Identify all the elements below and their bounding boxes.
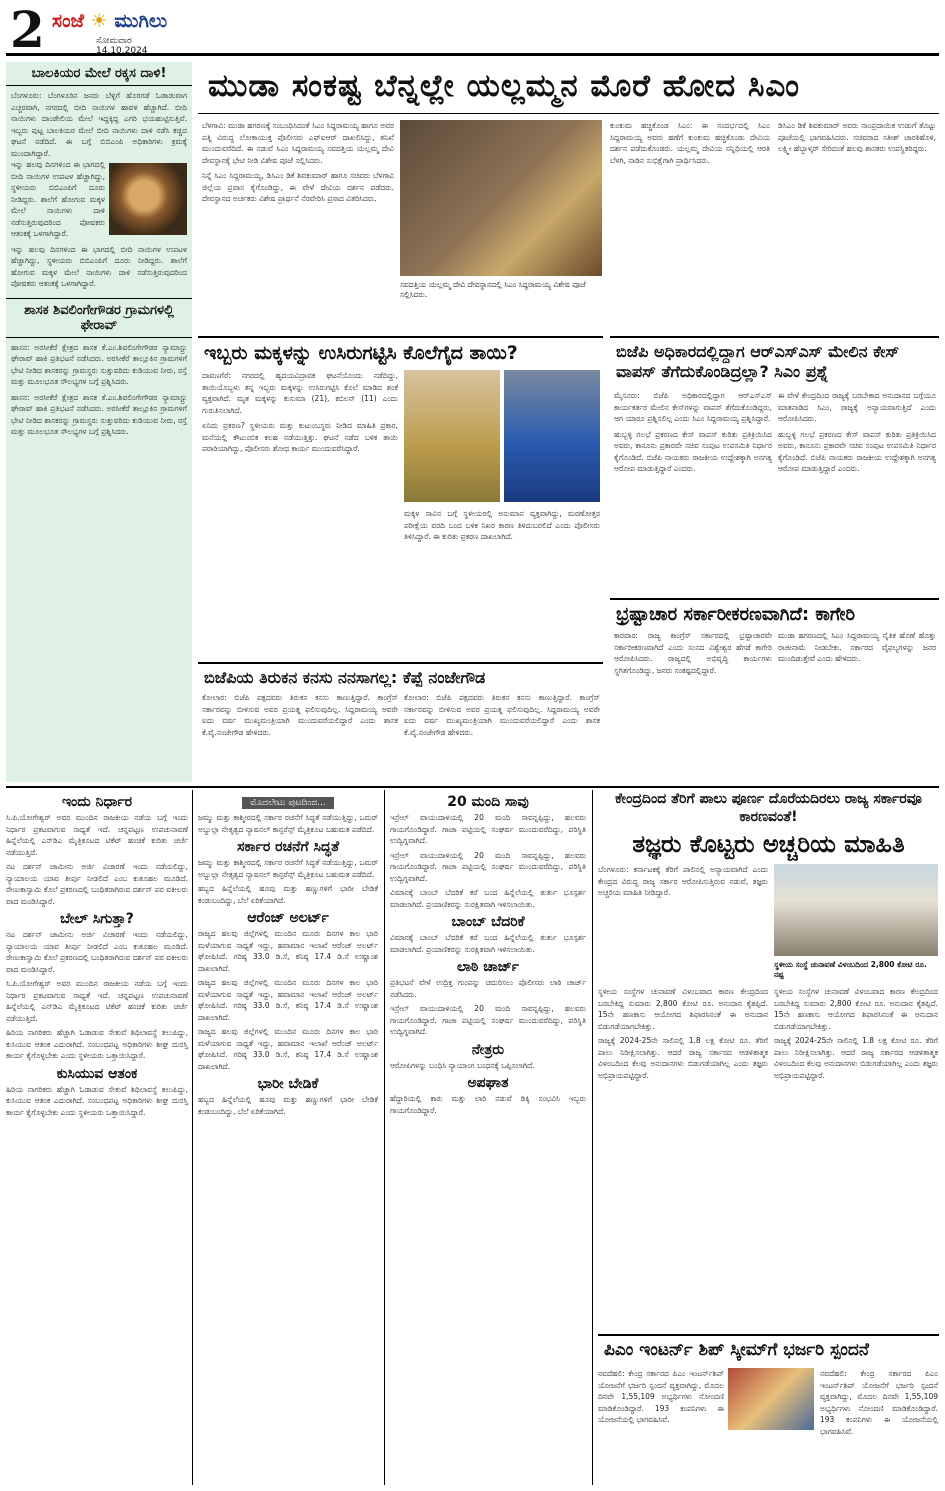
bjp-headline: ಬಿಜೆಪಿಯ ತಿರುಕನ ಕನಸು ನನಸಾಗಲ್ಲ: ಕೆಪ್ಪೆ ನಂಜೇಗೌಡ <box>204 668 486 687</box>
lead-photo-caption: ಸವದತ್ತಿಯ ಯಲ್ಲಮ್ಮ ದೇವಿ ದೇವಸ್ಥಾನದಲ್ಲಿ ಸಿಎಂ ಸಿದ್ದರಾಮಯ್ಯ ವಿಶೇಷ ಪೂಜೆ ಸಲ್ಲಿಸಿದರು. <box>400 280 586 299</box>
section-divider <box>6 786 939 788</box>
internship-text1: ನವದೆಹಲಿ: ಕೇಂದ್ರ ಸರ್ಕಾರದ ಪಿಎಂ ಇಂಟರ್ನ್‌ಶಿಪ್ ಯೋಜನೆಗೆ ಭರ್ಜರಿ ಸ್ಪಂದನೆ ವ್ಯಕ್ತವಾಗಿದ್ದು, ಮೊದಲ ದಿನವೇ 1,55,109 ಅಭ್ಯರ್ಥಿಗಳು ನೋಂದಣಿ ಮಾಡಿಕೊಂಡಿದ್ದಾರೆ. 193 ಕಂಪನಿಗಳು ಈ ಯೋಜನೆಯಲ್ಲಿ ಭಾಗವಹಿಸಿವೆ. <box>598 1369 724 1424</box>
column-rule-1 <box>192 790 193 1485</box>
rss-story <box>610 336 939 596</box>
bjp-text2: ಕೋಲಾರ: ಬಿಜೆಪಿ ಪಕ್ಷದವರು ತಿರುಕನ ಕನಸು ಕಾಣುತ್ತಿದ್ದಾರೆ. ಕಾಂಗ್ರೆಸ್ ಸರ್ಕಾರವನ್ನು ಬೀಳಿಸುವ ಅವರ ಪ್ರಯತ್ನ ಫಲಿಸುವುದಿಲ್ಲ. ಸಿದ್ದರಾಮಯ್ಯ ಅವರೇ ಐದು ವರ್ಷ ಮುಖ್ಯಮಂತ್ರಿಯಾಗಿ ಮುಂದುವರೆಯಲಿದ್ದಾರೆ ಎಂದು ಶಾಸಕ ಕೆ.ವೈ.ನಂಜೇಗೌಡ ಹೇಳಿದರು. <box>404 693 600 737</box>
left-column <box>6 62 192 782</box>
bottom-mid2-text1: ಇಸ್ರೇಲ್ ವಾಯುದಾಳಿಯಲ್ಲಿ 20 ಮಂದಿ ಸಾವನ್ನಪ್ಪಿದ್ದು, ಹಲವರು ಗಾಯಗೊಂಡಿದ್ದಾರೆ. ಗಾಜಾ ಪಟ್ಟಿಯಲ್ಲಿ ಸಂಘರ್ಷ ಮುಂದುವರೆದಿದ್ದು, ಪರಿಸ್ಥಿತಿ ಉದ್ವಿಗ್ನವಾಗಿದೆ. <box>390 813 586 845</box>
bottom-mid2-title5: ಅಪಘಾತ <box>467 1075 509 1091</box>
experts-headline: ತಜ್ಞರು ಕೊಟ್ಟರು ಅಚ್ಚರಿಯ ಮಾಹಿತಿ <box>632 830 905 858</box>
dateline <box>96 36 148 56</box>
dog-photo <box>109 163 187 235</box>
column-rule-3 <box>592 790 593 1485</box>
bottom-mid2-text2: ವಿಮಾನಕ್ಕೆ ಬಾಂಬ್ ಬೆದರಿಕೆ ಕರೆ ಬಂದ ಹಿನ್ನೆಲೆಯಲ್ಲಿ ತುರ್ತು ಭೂಸ್ಪರ್ಶ ಮಾಡಲಾಗಿದೆ. ಪ್ರಯಾಣಿಕರನ್ನು ಸುರಕ್ಷಿತವಾಗಿ ಇಳಿಸಲಾಯಿತು. <box>390 933 586 954</box>
internship-headline: ಪಿಎಂ ಇಂಟರ್ನ್ ಶಿಪ್ ಸ್ಕೀಮ್‌ಗೆ ಭರ್ಜರಿ ಸ್ಪಂದನೆ <box>604 1340 869 1360</box>
children-headline: ಇಬ್ಬರು ಮಕ್ಕಳನ್ನು ಉಸಿರುಗಟ್ಟಿಸಿ ಕೊಲೆಗೈದ ತಾಯಿ? <box>204 342 518 364</box>
bottom-mid2-text1b: ಇಸ್ರೇಲ್ ವಾಯುದಾಳಿಯಲ್ಲಿ 20 ಮಂದಿ ಸಾವನ್ನಪ್ಪಿದ್ದು, ಹಲವರು ಗಾಯಗೊಂಡಿದ್ದಾರೆ. ಗಾಜಾ ಪಟ್ಟಿಯಲ್ಲಿ ಸಂಘರ್ಷ ಮುಂದುವರೆದಿದ್ದು, ಪರಿಸ್ಥಿತಿ ಉದ್ವಿಗ್ನವಾಗಿದೆ. <box>390 850 586 883</box>
bottom-mid2-title2: ಬಾಂಬ್ ಬೆದರಿಕೆ <box>451 914 525 930</box>
bottom-left-text2b: ಸಿ.ಪಿ.ಯೋಗೇಶ್ವರ್ ಅವರ ಮುಂದಿನ ರಾಜಕೀಯ ನಡೆಯ ಬಗ್ಗೆ ಇಂದು ನಿರ್ಧಾರ ಪ್ರಕಟವಾಗುವ ಸಾಧ್ಯತೆ ಇದೆ. ಚನ್ನಪಟ್ಟಣ ಉಪಚುನಾವಣೆ ಹಿನ್ನೆಲೆಯಲ್ಲಿ ಎನ್‌ಡಿಎ ಮೈತ್ರಿಕೂಟದ ಟಿಕೆಟ್ ಹಂಚಿಕೆ ಕುರಿತು ಚರ್ಚೆ ನಡೆಯುತ್ತಿದೆ. <box>6 979 188 1023</box>
experts-text2b: ಸ್ಥಳೀಯ ಸಂಸ್ಥೆಗಳ ಚುನಾವಣೆ ವಿಳಂಬವಾದ ಕಾರಣ ಕೇಂದ್ರದಿಂದ ಬರಬೇಕಿದ್ದ ಸುಮಾರು 2,800 ಕೋಟಿ ರೂ. ಅನುದಾನ ಕೈತಪ್ಪಿದೆ. 15ನೇ ಹಣಕಾಸು ಆಯೋಗದ ಶಿಫಾರಸಿನಂತೆ ಈ ಅನುದಾನ ಬಿಡುಗಡೆಯಾಗಬೇಕಿತ್ತು. <box>774 987 938 1031</box>
newspaper-logo <box>52 10 167 32</box>
bottom-mid2-title1: 20 ಮಂದಿ ಸಾವು <box>447 794 529 810</box>
masthead <box>6 0 939 59</box>
bottom-left-column <box>6 790 188 1118</box>
story1-title: ಬಾಲಕಿಯರ ಮೇಲೆ ರಕ್ಕಸ ದಾಳಿ! <box>6 62 192 86</box>
experts-text2: ಸ್ಥಳೀಯ ಸಂಸ್ಥೆಗಳ ಚುನಾವಣೆ ವಿಳಂಬವಾದ ಕಾರಣ ಕೇಂದ್ರದಿಂದ ಬರಬೇಕಿದ್ದ ಸುಮಾರು 2,800 ಕೋಟಿ ರೂ. ಅನುದಾನ ಕೈತಪ್ಪಿದೆ. 15ನೇ ಹಣಕಾಸು ಆಯೋಗದ ಶಿಫಾರಸಿನಂತೆ ಈ ಅನುದಾನ ಬಿಡುಗಡೆಯಾಗಬೇಕಿತ್ತು. <box>598 987 768 1031</box>
bottom-mid1-text1b: ಹಬ್ಬದ ಹಿನ್ನೆಲೆಯಲ್ಲಿ ಹೂವು ಮತ್ತು ಹಣ್ಣುಗಳಿಗೆ ಭಾರೀ ಬೇಡಿಕೆ ಕಂಡುಬಂದಿದ್ದು, ಬೆಲೆ ಏರಿಕೆಯಾಗಿದೆ. <box>198 884 378 905</box>
experts-text1: ಬೆಂಗಳೂರು: ಕರ್ನಾಟಕಕ್ಕೆ ತೆರಿಗೆ ಪಾಲಿನಲ್ಲಿ ಅನ್ಯಾಯವಾಗಿದೆ ಎಂದು ಕೇಂದ್ರದ ವಿರುದ್ಧ ರಾಜ್ಯ ಸರ್ಕಾರ ಆರೋಪಿಸುತ್ತಿರುವ ನಡುವೆ, ತಜ್ಞರು ಅಚ್ಚರಿಯ ಮಾಹಿತಿ ನೀಡಿದ್ದಾರೆ. <box>598 865 768 897</box>
bottom-mid1-text3: ಹಬ್ಬದ ಹಿನ್ನೆಲೆಯಲ್ಲಿ ಹೂವು ಮತ್ತು ಹಣ್ಣುಗಳಿಗೆ ಭಾರೀ ಬೇಡಿಕೆ ಕಂಡುಬಂದಿದ್ದು, ಬೆಲೆ ಏರಿಕೆಯಾಗಿದೆ. <box>198 1095 378 1116</box>
corruption-text2: ಮುಡಾ ಹಗರಣದಲ್ಲಿ ಸಿಎಂ ಸಿದ್ದರಾಮಯ್ಯ ನೈತಿಕ ಹೊಣೆ ಹೊತ್ತು ರಾಜೀನಾಮೆ ನೀಡಬೇಕು. ಸರ್ಕಾರದ ವೈಫಲ್ಯಗಳನ್ನು ಜನರ ಮುಂದಿಡುತ್ತೇವೆ ಎಂದು ಹೇಳಿದರು. <box>778 631 936 663</box>
lead-text4: ಡಿಸಿಎಂ ಡಿಕೆ ಶಿವಕುಮಾರ್ ಅವರು ಸಾಂಪ್ರದಾಯಿಕ ಉಡುಗೆ ತೊಟ್ಟು ಪೂಜೆಯಲ್ಲಿ ಭಾಗವಹಿಸಿದರು. ಸಚಿವರಾದ ಸತೀಶ್ ಜಾರಕಿಹೊಳಿ, ಲಕ್ಷ್ಮೀ ಹೆಬ್ಬಾಳ್ಕರ್ ಸೇರಿದಂತೆ ಹಲವು ಶಾಸಕರು ಉಪಸ್ಥಿತರಿದ್ದರು. <box>778 121 936 153</box>
logo-part2: ಮುಗಿಲು <box>114 10 168 32</box>
column-rule-2 <box>384 790 385 1485</box>
experts-text3: ರಾಜ್ಯಕ್ಕೆ 2024-25ನೇ ಸಾಲಿನಲ್ಲಿ 1.8 ಲಕ್ಷ ಕೋಟಿ ರೂ. ತೆರಿಗೆ ಪಾಲು ನಿರೀಕ್ಷಿಸಲಾಗಿತ್ತು. ಆದರೆ ರಾಜ್ಯ ಸರ್ಕಾರದ ಆಡಳಿತಾತ್ಮಕ ವಿಳಂಬದಿಂದ ಕೆಲವು ಅನುದಾನಗಳು ಬಿಡುಗಡೆಯಾಗಿಲ್ಲ ಎಂದು ತಜ್ಞರು ಅಭಿಪ್ರಾಯಪಟ್ಟಿದ್ದಾರೆ. <box>598 1036 768 1080</box>
bottom-left-text1: ಸಿ.ಪಿ.ಯೋಗೇಶ್ವರ್ ಅವರ ಮುಂದಿನ ರಾಜಕೀಯ ನಡೆಯ ಬಗ್ಗೆ ಇಂದು ನಿರ್ಧಾರ ಪ್ರಕಟವಾಗುವ ಸಾಧ್ಯತೆ ಇದೆ. ಚನ್ನಪಟ್ಟಣ ಉಪಚುನಾವಣೆ ಹಿನ್ನೆಲೆಯಲ್ಲಿ ಎನ್‌ಡಿಎ ಮೈತ್ರಿಕೂಟದ ಟಿಕೆಟ್ ಹಂಚಿಕೆ ಕುರಿತು ಚರ್ಚೆ ನಡೆಯುತ್ತಿದೆ. <box>6 813 188 857</box>
bottom-mid2-text4: ಆರೋಪಿಗಳನ್ನು ಬಂಧಿಸಿ ನ್ಯಾಯಾಂಗ ಬಂಧನಕ್ಕೆ ಒಪ್ಪಿಸಲಾಗಿದೆ. <box>390 1060 535 1070</box>
bottom-mid1-text2: ರಾಜ್ಯದ ಹಲವು ಜಿಲ್ಲೆಗಳಲ್ಲಿ ಮುಂದಿನ ಮೂರು ದಿನಗಳ ಕಾಲ ಭಾರಿ ಮಳೆಯಾಗುವ ಸಾಧ್ಯತೆ ಇದ್ದು, ಹವಾಮಾನ ಇಲಾಖೆ ಆರೆಂಜ್ ಅಲರ್ಟ್ ಘೋಷಿಸಿದೆ. ಗರಿಷ್ಠ 33.0 ಡಿ.ಸೆ, ಕನಿಷ್ಠ 17.4 ಡಿ.ಸೆ ಉಷ್ಣಾಂಶ ದಾಖಲಾಗಿದೆ. <box>198 929 378 973</box>
bottom-mid1-text2c: ರಾಜ್ಯದ ಹಲವು ಜಿಲ್ಲೆಗಳಲ್ಲಿ ಮುಂದಿನ ಮೂರು ದಿನಗಳ ಕಾಲ ಭಾರಿ ಮಳೆಯಾಗುವ ಸಾಧ್ಯತೆ ಇದ್ದು, ಹವಾಮಾನ ಇಲಾಖೆ ಆರೆಂಜ್ ಅಲರ್ಟ್ ಘೋಷಿಸಿದೆ. ಗರಿಷ್ಠ 33.0 ಡಿ.ಸೆ, ಕನಿಷ್ಠ 17.4 ಡಿ.ಸೆ ಉಷ್ಣಾಂಶ ದಾಖಲಾಗಿದೆ. <box>198 1027 378 1071</box>
story1-text: ಬೆಂಗಳೂರು: ಬೆಂಗಳೂರಿನ ಜನರು ಬೆಳ್ಳಿಗೆ ಹೊರಗಡೆ ಓಡಾಡುವಾಗ ಎಚ್ಚರವಾಗಿ, ನಗರದಲ್ಲಿ ಬೀದಿ ನಾಯಿಗಳ ಹಾವಳಿ ಹೆಚ್ಚಾಗಿದೆ. ಬೀದಿ ನಾಯಿಗಳು ದಾಂಡೇಲಿಯ ಮೇಲೆ ಇದ್ದಕ್ಕಿದ್ದ ಎಗರಿ ಭಯಹುಟ್ಟಿಸುತ್ತಿವೆ. ಇಬ್ಬರು ಪುಟ್ಟ ಬಾಲಕಿಯರ ಮೇಲೆ ಬೀದಿ ನಾಯಿಗಳು ದಾಳಿ ನಡೆಸಿ ಕಚ್ಚಿದ ಘಟನೆ ನಡೆದಿದೆ. ಈ ಬಗ್ಗೆ ಬಿಬಿಎಂಪಿ ಅಧಿಕಾರಿಗಳು ಕ್ರಮಕ್ಕೆ ಮುಂದಾಗಿದ್ದಾರೆ. <box>11 91 187 158</box>
internship-story <box>598 1334 939 1484</box>
children-text3: ಮಕ್ಕಳ ಸಾವಿನ ಬಗ್ಗೆ ಸ್ಥಳೀಯರಲ್ಲಿ ಅನುಮಾನ ವ್ಯಕ್ತವಾಗಿದ್ದು, ಮರಣೋತ್ತರ ಪರೀಕ್ಷೆಯ ವರದಿ ಬಂದ ಬಳಿಕ ನಿಖರ ಕಾರಣ ತಿಳಿದುಬರಲಿದೆ ಎಂದು ಪೊಲೀಸರು ತಿಳಿಸಿದ್ದಾರೆ. ಈ ಕುರಿತು ಪ್ರಕರಣ ದಾಖಲಾಗಿದೆ. <box>404 509 600 541</box>
bottom-mid2-title4: ನೇತ್ರರು <box>471 1041 505 1058</box>
cm-dcm-photo <box>774 864 938 956</box>
children-text1: ದಾವಣಗೆರೆ: ನಗರದಲ್ಲಿ ಹೃದಯವಿದ್ರಾವಕ ಘಟನೆಯೊಂದು ನಡೆದಿದ್ದು, ತಾಯಿಯೊಬ್ಬಳು ತನ್ನ ಇಬ್ಬರು ಮಕ್ಕಳನ್ನು ಉಸಿರುಗಟ್ಟಿಸಿ ಕೊಲೆ ಮಾಡಿದ ಶಂಕೆ ವ್ಯಕ್ತವಾಗಿದೆ. ಮೃತ ಮಕ್ಕಳನ್ನು ಕುಸುಮಾ (21), ಕಬಿಲನ್ (11) ಎಂದು ಗುರುತಿಸಲಾಗಿದೆ. <box>202 371 398 415</box>
rss-headline: ಬಿಜೆಪಿ ಅಧಿಕಾರದಲ್ಲಿದ್ದಾಗ ಆರ್‌ಎಸ್‌ಎಸ್ ಮೇಲಿನ ಕೇಸ್ ವಾಪಸ್ ತೆಗೆದುಕೊಂಡಿದ್ರಲ್ಲಾ? ಸಿಎಂ ಪ್ರಶ್ನೆ <box>616 342 900 381</box>
logo-part1: ಸಂಜೆ <box>52 10 85 32</box>
crowd-photo <box>728 1368 814 1430</box>
rss-text3: ಈ ವೇಳೆ ಕೇಂದ್ರದಿಂದ ರಾಜ್ಯಕ್ಕೆ ಬರಬೇಕಾದ ಅನುದಾನದ ಬಗ್ಗೆಯೂ ಮಾತನಾಡಿದ ಸಿಎಂ, ರಾಜ್ಯಕ್ಕೆ ಅನ್ಯಾಯವಾಗುತ್ತಿದೆ ಎಂದು ಆರೋಪಿಸಿದರು. <box>778 391 936 423</box>
bottom-left-text1b: ನಟ ದರ್ಶನ್ ಜಾಮೀನು ಅರ್ಜಿ ವಿಚಾರಣೆ ಇಂದು ನಡೆಯಲಿದ್ದು, ನ್ಯಾಯಾಲಯ ಯಾವ ತೀರ್ಪು ನೀಡಲಿದೆ ಎಂಬ ಕುತೂಹಲ ಮೂಡಿದೆ. ರೇಣುಕಾಸ್ವಾಮಿ ಕೊಲೆ ಪ್ರಕರಣದಲ್ಲಿ ಬಂಧಿತರಾಗಿರುವ ದರ್ಶನ್ ಪರ ವಕೀಲರು ವಾದ ಮಂಡಿಸಿದ್ದಾರೆ. <box>6 862 188 906</box>
children-text2: ಏನಿದು ಪ್ರಕರಣ? ಸ್ಥಳೀಯರು ಮತ್ತು ಕುಟುಂಬಸ್ಥರು ನೀಡಿದ ಮಾಹಿತಿ ಪ್ರಕಾರ, ಮನೆಯಲ್ಲಿ ಕೌಟುಂಬಿಕ ಕಲಹ ನಡೆಯುತ್ತಿತ್ತು. ಘಟನೆ ನಡೆದ ಬಳಿಕ ತಾಯಿ ಪರಾರಿಯಾಗಿದ್ದು, ಪೊಲೀಸರು ಶೋಧ ಕಾರ್ಯ ಮುಂದುವರೆಸಿದ್ದಾರೆ. <box>202 421 398 453</box>
bottom-left-title3: ಕುಸಿಯುವ ಆತಂಕ <box>56 1065 138 1082</box>
experts-photo-caption: ಸ್ಥಳೀಯ ಸಂಸ್ಥೆ ಚುನಾವಣೆ ವಿಳಂಬದಿಂದ 2,800 ಕೋಟಿ ರೂ. ನಷ್ಟ <box>774 960 927 979</box>
bottom-left-text3: ಹಿರಿಯ ನಾಗರಿಕರು ಹೆಚ್ಚಾಗಿ ಓಡಾಡುವ ಸೇತುವೆ ಶಿಥಿಲಾವಸ್ಥೆ ತಲುಪಿದ್ದು, ಕುಸಿಯುವ ಆತಂಕ ಎದುರಾಗಿದೆ. ಸಂಬಂಧಪಟ್ಟ ಅಧಿಕಾರಿಗಳು ಶೀಘ್ರ ದುರಸ್ತಿ ಕಾರ್ಯ ಕೈಗೊಳ್ಳಬೇಕು ಎಂದು ಸ್ಥಳೀಯರು ಒತ್ತಾಯಿಸಿದ್ದಾರೆ. <box>6 1084 188 1117</box>
corruption-text1: ಕಾರವಾರ: ರಾಜ್ಯ ಕಾಂಗ್ರೆಸ್ ಸರ್ಕಾರದಲ್ಲಿ ಭ್ರಷ್ಟಾಚಾರವೇ ಸರ್ಕಾರೀಕರಣವಾಗಿದೆ ಎಂದು ಸಂಸದ ವಿಶ್ವೇಶ್ವರ ಹೆಗಡೆ ಕಾಗೇರಿ ಆರೋಪಿಸಿದರು. ರಾಜ್ಯದಲ್ಲಿ ಅಭಿವೃದ್ಧಿ ಕಾರ್ಯಗಳು ಸ್ಥಗಿತಗೊಂಡಿದ್ದು, ಜನರು ಸಂಕಷ್ಟದಲ್ಲಿದ್ದಾರೆ. <box>614 631 772 675</box>
cm-temple-photo <box>400 120 602 276</box>
corruption-story <box>610 598 939 782</box>
story2-text-more: ಹಾಸನ: ಅರಸೀಕೆರೆ ಕ್ಷೇತ್ರದ ಶಾಸಕ ಕೆ.ಎಂ.ಶಿವಲಿಂಗೇಗೌಡರ ನ್ಯಾಮಾಸ್ಟ್ರು ಘೇರಾವ್ ಹಾಕಿ ಪ್ರತಿಭಟನೆ ನಡೆಸಿದರು. ಅರಸೀಕೆರೆ ತಾಲ್ಲೂಕಿನ ಗ್ರಾಮಗಳಿಗೆ ಭೇಟಿ ನೀಡಿದ ಶಾಸಕರನ್ನು ಗ್ರಾಮಸ್ಥರು ಸುತ್ತುವರಿದು ಕುಡಿಯುವ ನೀರು, ರಸ್ತೆ ಮತ್ತು ಮೂಲಭೂತ ಸೌಲಭ್ಯಗಳ ಬಗ್ಗೆ ಪ್ರಶ್ನಿಸಿದರು. <box>11 392 187 436</box>
rss-text2: ಹುಬ್ಬಳ್ಳಿ ಗಲಭೆ ಪ್ರಕರಣದ ಕೇಸ್ ವಾಪಸ್ ಕುರಿತು ಪ್ರತಿಕ್ರಿಯಿಸಿದ ಅವರು, ಕಾನೂನು ಪ್ರಕಾರವೇ ಸಚಿವ ಸಂಪುಟ ಉಪಸಮಿತಿ ನಿರ್ಧಾರ ಕೈಗೊಂಡಿದೆ. ಬಿಜೆಪಿ ನಾಯಕರು ರಾಜಕೀಯ ಉದ್ದೇಶಕ್ಕಾಗಿ ಅನಗತ್ಯ ಆರೋಪ ಮಾಡುತ್ತಿದ್ದಾರೆ ಎಂದರು. <box>614 429 772 473</box>
girl-photo <box>404 370 500 502</box>
experts-text3b: ರಾಜ್ಯಕ್ಕೆ 2024-25ನೇ ಸಾಲಿನಲ್ಲಿ 1.8 ಲಕ್ಷ ಕೋಟಿ ರೂ. ತೆರಿಗೆ ಪಾಲು ನಿರೀಕ್ಷಿಸಲಾಗಿತ್ತು. ಆದರೆ ರಾಜ್ಯ ಸರ್ಕಾರದ ಆಡಳಿತಾತ್ಮಕ ವಿಳಂಬದಿಂದ ಕೆಲವು ಅನುದಾನಗಳು ಬಿಡುಗಡೆಯಾಗಿಲ್ಲ ಎಂದು ತಜ್ಞರು ಅಭಿಪ್ರಾಯಪಟ್ಟಿದ್ದಾರೆ. <box>774 1036 938 1080</box>
bottom-mid1-intro: ಜಮ್ಮು ಮತ್ತು ಕಾಶ್ಮೀರದಲ್ಲಿ ಸರ್ಕಾರ ರಚನೆಗೆ ಸಿದ್ಧತೆ ನಡೆಯುತ್ತಿದ್ದು, ಒಮರ್ ಅಬ್ದುಲ್ಲಾ ನೇತೃತ್ವದ ನ್ಯಾಷನಲ್ ಕಾನ್ಫರೆನ್ಸ್ ಮೈತ್ರಿಕೂಟ ಬಹುಮತ ಪಡೆದಿದೆ. <box>198 813 378 834</box>
rss-text2b: ಹುಬ್ಬಳ್ಳಿ ಗಲಭೆ ಪ್ರಕರಣದ ಕೇಸ್ ವಾಪಸ್ ಕುರಿತು ಪ್ರತಿಕ್ರಿಯಿಸಿದ ಅವರು, ಕಾನೂನು ಪ್ರಕಾರವೇ ಸಚಿವ ಸಂಪುಟ ಉಪಸಮಿತಿ ನಿರ್ಧಾರ ಕೈಗೊಂಡಿದೆ. ಬಿಜೆಪಿ ನಾಯಕರು ರಾಜಕೀಯ ಉದ್ದೇಶಕ್ಕಾಗಿ ಅನಗತ್ಯ ಆರೋಪ ಮಾಡುತ್ತಿದ್ದಾರೆ ಎಂದರು. <box>778 429 936 473</box>
continued-tag: ಮೊದಲೇಟು ಪುಟದಿಂದ... <box>242 797 333 809</box>
experts-kicker: ಕೇಂದ್ರದಿಂದ ತೆರಿಗೆ ಪಾಲು ಪೂರ್ಣ ದೊರೆಯದಿರಲು ರಾಜ್ಯ ಸರ್ಕಾರವೂ ಕಾರಣವಂತೆ! <box>615 791 922 825</box>
bottom-left-text2: ನಟ ದರ್ಶನ್ ಜಾಮೀನು ಅರ್ಜಿ ವಿಚಾರಣೆ ಇಂದು ನಡೆಯಲಿದ್ದು, ನ್ಯಾಯಾಲಯ ಯಾವ ತೀರ್ಪು ನೀಡಲಿದೆ ಎಂಬ ಕುತೂಹಲ ಮೂಡಿದೆ. ರೇಣುಕಾಸ್ವಾಮಿ ಕೊಲೆ ಪ್ರಕರಣದಲ್ಲಿ ಬಂಧಿತರಾಗಿರುವ ದರ್ಶನ್ ಪರ ವಕೀಲರು ವಾದ ಮಂಡಿಸಿದ್ದಾರೆ. <box>6 930 188 974</box>
bjp-text1: ಕೋಲಾರ: ಬಿಜೆಪಿ ಪಕ್ಷದವರು ತಿರುಕನ ಕನಸು ಕಾಣುತ್ತಿದ್ದಾರೆ. ಕಾಂಗ್ರೆಸ್ ಸರ್ಕಾರವನ್ನು ಬೀಳಿಸುವ ಅವರ ಪ್ರಯತ್ನ ಫಲಿಸುವುದಿಲ್ಲ. ಸಿದ್ದರಾಮಯ್ಯ ಅವರೇ ಐದು ವರ್ಷ ಮುಖ್ಯಮಂತ್ರಿಯಾಗಿ ಮುಂದುವರೆಯಲಿದ್ದಾರೆ ಎಂದು ಶಾಸಕ ಕೆ.ವೈ.ನಂಜೇಗೌಡ ಹೇಳಿದರು. <box>202 693 398 737</box>
lead-text3: ಕುಂಕುಮ ಹಚ್ಚಿಕೊಂಡ ಸಿಎಂ: ಈ ಸಂದರ್ಭದಲ್ಲಿ ಸಿಎಂ ಸಿದ್ದರಾಮಯ್ಯ ಅವರು ಹಣೆಗೆ ಕುಂಕುಮ ಹಚ್ಚಿಕೊಂಡು ದೇವಿಯ ದರ್ಶನ ಪಡೆದುಕೊಂಡರು. ಯಲ್ಲಮ್ಮ ದೇವಿಯ ಸನ್ನಿಧಿಯಲ್ಲಿ ಆರತಿ ಬೆಳಗಿ, ನಾಡಿನ ಸುಭಿಕ್ಷೆಗಾಗಿ ಪ್ರಾರ್ಥಿಸಿದರು. <box>610 121 770 165</box>
bottom-mid2-text5: ಹೆದ್ದಾರಿಯಲ್ಲಿ ಕಾರು ಮತ್ತು ಲಾರಿ ನಡುವೆ ಡಿಕ್ಕಿ ಸಂಭವಿಸಿ ಇಬ್ಬರು ಗಾಯಗೊಂಡಿದ್ದಾರೆ. <box>390 1094 586 1115</box>
page-number: 2 <box>10 0 45 59</box>
lead-text1: ಬೆಳಗಾವಿ: ಮುಡಾ ಹಗರಣಕ್ಕೆ ಸಂಬಂಧಿಸಿದಂತೆ ಸಿಎಂ ಸಿದ್ದರಾಮಯ್ಯ ಹಾಗೂ ಅವರ ಪತ್ನಿ ವಿರುದ್ಧ ಲೋಕಾಯುಕ್ತ ಪೊಲೀಸರು ಎಫ್‌ಐಆರ್ ದಾಖಲಿಸಿದ್ದು, ತನಿಖೆ ಮುಂದುವರೆದಿದೆ. ಈ ನಡುವೆ ಸಿಎಂ ಸಿದ್ದರಾಮಯ್ಯ ಸವದತ್ತಿಯ ಯಲ್ಲಮ್ಮ ದೇವಿ ದೇವಸ್ಥಾನಕ್ಕೆ ಭೇಟಿ ನೀಡಿ ವಿಶೇಷ ಪೂಜೆ ಸಲ್ಲಿಸಿದರು. <box>202 121 394 165</box>
bottom-mid2-text3: ಪ್ರತಿಭಟನೆ ವೇಳೆ ಉದ್ರಿಕ್ತ ಗುಂಪನ್ನು ಚದುರಿಸಲು ಪೊಲೀಸರು ಲಾಠಿ ಚಾರ್ಜ್ ನಡೆಸಿದರು. <box>390 978 586 999</box>
story2-text: ಹಾಸನ: ಅರಸೀಕೆರೆ ಕ್ಷೇತ್ರದ ಶಾಸಕ ಕೆ.ಎಂ.ಶಿವಲಿಂಗೇಗೌಡರ ನ್ಯಾಮಾಸ್ಟ್ರು ಘೇರಾವ್ ಹಾಕಿ ಪ್ರತಿಭಟನೆ ನಡೆಸಿದರು. ಅರಸೀಕೆರೆ ತಾಲ್ಲೂಕಿನ ಗ್ರಾಮಗಳಿಗೆ ಭೇಟಿ ನೀಡಿದ ಶಾಸಕರನ್ನು ಗ್ರಾಮಸ್ಥರು ಸುತ್ತುವರಿದು ಕುಡಿಯುವ ನೀರು, ರಸ್ತೆ ಮತ್ತು ಮೂಲಭೂತ ಸೌಲಭ್ಯಗಳ ಬಗ್ಗೆ ಪ್ರಶ್ನಿಸಿದರು. <box>11 342 187 386</box>
boy-photo <box>504 370 600 502</box>
experts-story <box>598 790 939 1330</box>
bottom-mid1-title1: ಸರ್ಕಾರ ರಚನೆಗೆ ಸಿದ್ಧತೆ <box>236 839 340 855</box>
bottom-mid-column2 <box>390 790 586 1116</box>
bottom-left-title1: ಇಂದು ನಿರ್ಧಾರ <box>61 794 133 810</box>
story1-text3: ಇನ್ನು ಹಲವು ದಿನಗಳಿಂದ ಈ ಭಾಗದಲ್ಲಿ ಬೀದಿ ನಾಯಿಗಳ ಉಪಟಳ ಹೆಚ್ಚಾಗಿದ್ದು, ಸ್ಥಳೀಯರು ಬಿಬಿಎಂಪಿಗೆ ದೂರು ನೀಡಿದ್ದರು. ಶಾಲೆಗೆ ಹೋಗುವ ಮಕ್ಕಳ ಮೇಲೆ ನಾಯಿಗಳು ದಾಳಿ ನಡೆಸುತ್ತಿರುವುದರಿಂದ ಪೋಷಕರು ಆತಂಕಕ್ಕೆ ಒಳಗಾಗಿದ್ದಾರೆ. <box>11 244 187 288</box>
bottom-mid1-title2: ಆರೆಂಜ್ ಅಲರ್ಟ್ <box>247 910 329 926</box>
bottom-mid1-text2b: ರಾಜ್ಯದ ಹಲವು ಜಿಲ್ಲೆಗಳಲ್ಲಿ ಮುಂದಿನ ಮೂರು ದಿನಗಳ ಕಾಲ ಭಾರಿ ಮಳೆಯಾಗುವ ಸಾಧ್ಯತೆ ಇದ್ದು, ಹವಾಮಾನ ಇಲಾಖೆ ಆರೆಂಜ್ ಅಲರ್ಟ್ ಘೋಷಿಸಿದೆ. ಗರಿಷ್ಠ 33.0 ಡಿ.ಸೆ, ಕನಿಷ್ಠ 17.4 ಡಿ.ಸೆ ಉಷ್ಣಾಂಶ ದಾಖಲಾಗಿದೆ. <box>198 978 378 1022</box>
bottom-mid2-text1c: ವಿಮಾನಕ್ಕೆ ಬಾಂಬ್ ಬೆದರಿಕೆ ಕರೆ ಬಂದ ಹಿನ್ನೆಲೆಯಲ್ಲಿ ತುರ್ತು ಭೂಸ್ಪರ್ಶ ಮಾಡಲಾಗಿದೆ. ಪ್ರಯಾಣಿಕರನ್ನು ಸುರಕ್ಷಿತವಾಗಿ ಇಳಿಸಲಾಯಿತು. <box>390 888 586 909</box>
sun-icon: ☀ <box>90 10 108 32</box>
corruption-headline: ಭ್ರಷ್ಟಾಚಾರ ಸರ್ಕಾರೀಕರಣವಾಗಿದೆ: ಕಾಗೇರಿ <box>616 604 855 625</box>
lead-text2: ನಿನ್ನೆ ಸಿಎಂ ಸಿದ್ದರಾಮಯ್ಯ, ಡಿಸಿಎಂ ಡಿಕೆ ಶಿವಕುಮಾರ್ ಹಾಗೂ ಸಚಿವರು ಬೆಳಗಾವಿ ಜಿಲ್ಲೆಯ ಪ್ರವಾಸ ಕೈಗೊಂಡಿದ್ದು, ಈ ವೇಳೆ ದೇವಿಯ ದರ್ಶನ ಪಡೆದರು. ದೇವಸ್ಥಾನದ ಅರ್ಚಕರು ವಿಶೇಷ ಪ್ರಾರ್ಥನೆ ನೆರವೇರಿಸಿ ಪ್ರಸಾದ ವಿತರಿಸಿದರು. <box>202 171 394 203</box>
bottom-mid1-title3: ಭಾರೀ ಬೇಡಿಕೆ <box>257 1076 319 1092</box>
day: ಸೋಮವಾರ <box>96 36 132 46</box>
bjp-story <box>198 662 603 782</box>
bottom-mid2-title3: ಲಾಠಿ ಚಾರ್ಜ್ <box>457 959 519 975</box>
date: 14.10.2024 <box>96 46 148 56</box>
bottom-mid2-text3b: ಇಸ್ರೇಲ್ ವಾಯುದಾಳಿಯಲ್ಲಿ 20 ಮಂದಿ ಸಾವನ್ನಪ್ಪಿದ್ದು, ಹಲವರು ಗಾಯಗೊಂಡಿದ್ದಾರೆ. ಗಾಜಾ ಪಟ್ಟಿಯಲ್ಲಿ ಸಂಘರ್ಷ ಮುಂದುವರೆದಿದ್ದು, ಪರಿಸ್ಥಿತಿ ಉದ್ವಿಗ್ನವಾಗಿದೆ. <box>390 1004 586 1036</box>
bottom-mid-column1 <box>198 790 378 1117</box>
story2-title: ಶಾಸಕ ಶಿವಲಿಂಗೇಗೌಡರ ಗ್ರಾಮಗಳಲ್ಲಿ ಫೇರಾವ್ <box>6 298 192 338</box>
lead-story <box>198 62 939 336</box>
bottom-left-title2: ಬೇಲ್ ಸಿಗುತ್ತಾ? <box>60 911 134 927</box>
lead-headline: ಮುಡಾ ಸಂಕಷ್ಟ ಬೆನ್ನಲ್ಲೇ ಯಲ್ಲಮ್ಮನ ಮೊರೆ ಹೋದ ಸಿಎಂ <box>198 62 939 114</box>
rss-text1: ಮೈಸೂರು: ಬಿಜೆಪಿ ಅಧಿಕಾರದಲ್ಲಿದ್ದಾಗ ಆರ್‌ಎಸ್‌ಎಸ್ ಕಾರ್ಯಕರ್ತರ ಮೇಲಿನ ಕೇಸ್‌ಗಳನ್ನು ವಾಪಸ್ ತೆಗೆದುಕೊಂಡಿದ್ದರು, ಆಗ ಯಾರೂ ಪ್ರಶ್ನಿಸಲಿಲ್ಲ ಎಂದು ಸಿಎಂ ಸಿದ್ದರಾಮಯ್ಯ ಪ್ರಶ್ನಿಸಿದ್ದಾರೆ. <box>614 391 772 423</box>
children-story <box>198 336 603 661</box>
story1-text2: ಇನ್ನು ಹಲವು ದಿನಗಳಿಂದ ಈ ಭಾಗದಲ್ಲಿ ಬೀದಿ ನಾಯಿಗಳ ಉಪಟಳ ಹೆಚ್ಚಾಗಿದ್ದು, ಸ್ಥಳೀಯರು ಬಿಬಿಎಂಪಿಗೆ ದೂರು ನೀಡಿದ್ದರು. ಶಾಲೆಗೆ ಹೋಗುವ ಮಕ್ಕಳ ಮೇಲೆ ನಾಯಿಗಳು ದಾಳಿ ನಡೆಸುತ್ತಿರುವುದರಿಂದ ಪೋಷಕರು ಆತಂಕಕ್ಕೆ ಒಳಗಾಗಿದ್ದಾರೆ. <box>11 160 105 238</box>
bottom-left-text2c: ಹಿರಿಯ ನಾಗರಿಕರು ಹೆಚ್ಚಾಗಿ ಓಡಾಡುವ ಸೇತುವೆ ಶಿಥಿಲಾವಸ್ಥೆ ತಲುಪಿದ್ದು, ಕುಸಿಯುವ ಆತಂಕ ಎದುರಾಗಿದೆ. ಸಂಬಂಧಪಟ್ಟ ಅಧಿಕಾರಿಗಳು ಶೀಘ್ರ ದುರಸ್ತಿ ಕಾರ್ಯ ಕೈಗೊಳ್ಳಬೇಕು ಎಂದು ಸ್ಥಳೀಯರು ಒತ್ತಾಯಿಸಿದ್ದಾರೆ. <box>6 1028 188 1060</box>
internship-text2: ನವದೆಹಲಿ: ಕೇಂದ್ರ ಸರ್ಕಾರದ ಪಿಎಂ ಇಂಟರ್ನ್‌ಶಿಪ್ ಯೋಜನೆಗೆ ಭರ್ಜರಿ ಸ್ಪಂದನೆ ವ್ಯಕ್ತವಾಗಿದ್ದು, ಮೊದಲ ದಿನವೇ 1,55,109 ಅಭ್ಯರ್ಥಿಗಳು ನೋಂದಣಿ ಮಾಡಿಕೊಂಡಿದ್ದಾರೆ. 193 ಕಂಪನಿಗಳು ಈ ಯೋಜನೆಯಲ್ಲಿ ಭಾಗವಹಿಸಿವೆ. <box>820 1369 938 1436</box>
bottom-mid1-text1: ಜಮ್ಮು ಮತ್ತು ಕಾಶ್ಮೀರದಲ್ಲಿ ಸರ್ಕಾರ ರಚನೆಗೆ ಸಿದ್ಧತೆ ನಡೆಯುತ್ತಿದ್ದು, ಒಮರ್ ಅಬ್ದುಲ್ಲಾ ನೇತೃತ್ವದ ನ್ಯಾಷನಲ್ ಕಾನ್ಫರೆನ್ಸ್ ಮೈತ್ರಿಕೂಟ ಬಹುಮತ ಪಡೆದಿದೆ. <box>198 858 378 879</box>
